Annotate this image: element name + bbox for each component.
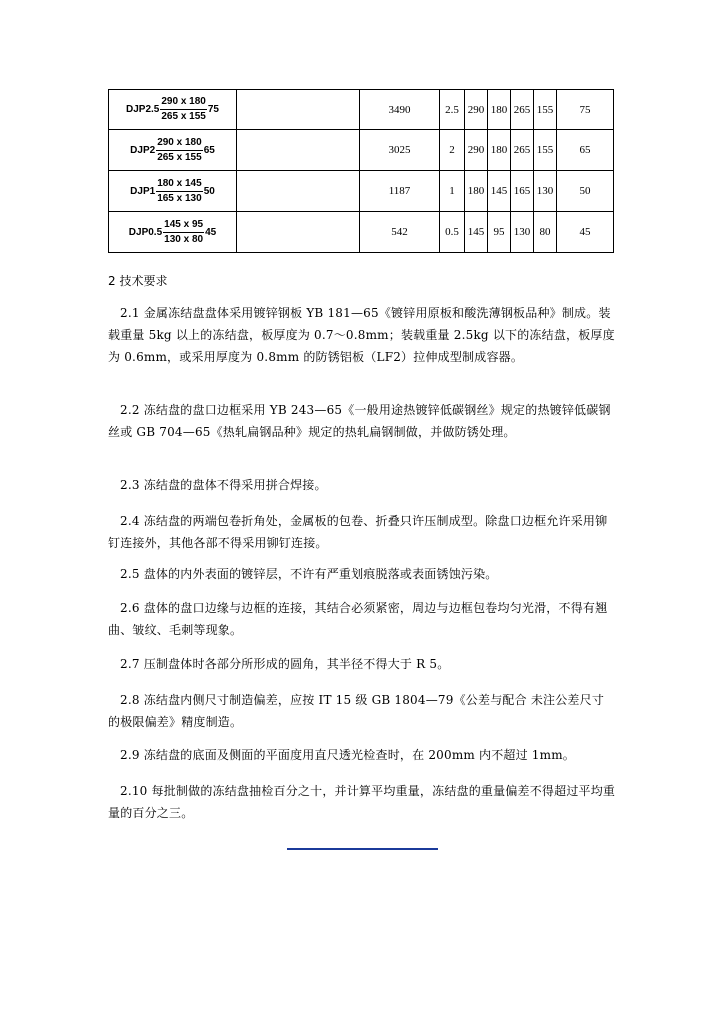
model-cell: DJP2.5 $\frac{290 x 180}{265 x 155}$ 75 — [109, 90, 237, 130]
end-rule — [287, 848, 438, 850]
weight-cell: 1 — [440, 171, 465, 212]
dim-cell: 165 — [511, 171, 534, 212]
blank-cell — [237, 130, 360, 171]
section-heading: 2 技术要求 — [108, 274, 168, 288]
paragraph-2-10: 2.10 每批制做的冻结盘抽检百分之十，并计算平均重量，冻结盘的重量偏差不得超过平均重量的百分之三。 — [108, 784, 616, 820]
paragraph-2-1: 2.1 金属冻结盘盘体采用镀锌钢板 YB 181—65《镀锌用原板和酸洗薄钢板品种》制成。装载重量 5kg 以上的冻结盘，板厚度为 0.7～0.8mm；装载重量 2.5kg 以下的冻结盘，板厚度为 0.6mm，或采用厚度为 0.8mm 的防锈铝板（LF2）拉伸成型制成容器。 — [108, 306, 615, 364]
dim-cell: 155 — [534, 130, 557, 171]
paragraph-2-8: 2.8 冻结盘内侧尺寸制造偏差，应按 IT 15 级 GB 1804—79《公差与配合 未注公差尺寸的极限偏差》精度制造。 — [108, 693, 605, 729]
dim-cell: 130 — [534, 171, 557, 212]
volume-cell: 3025 — [360, 130, 440, 171]
depth-cell: 50 — [557, 171, 614, 212]
dim-cell: 290 — [465, 90, 488, 130]
blank-cell — [237, 212, 360, 253]
volume-cell: 3490 — [360, 90, 440, 130]
table-row — [109, 90, 614, 130]
dim-cell: 265 — [511, 90, 534, 130]
weight-cell: 2 — [440, 130, 465, 171]
dim-cell: 180 — [465, 171, 488, 212]
blank-cell — [237, 90, 360, 130]
paragraph-2-6: 2.6 盘体的盘口边缘与边框的连接，其结合必须紧密，周边与边框包卷均匀光滑，不得有翘曲、皱纹、毛刺等现象。 — [108, 601, 608, 637]
dim-cell: 265 — [511, 130, 534, 171]
weight-cell: 2.5 — [440, 90, 465, 130]
dim-cell: 95 — [488, 212, 511, 253]
blank-cell — [237, 171, 360, 212]
volume-cell: 1187 — [360, 171, 440, 212]
paragraph-2-7: 2.7 压制盘体时各部分所形成的圆角，其半径不得大于 R 5。 — [120, 657, 450, 671]
dim-cell: 130 — [511, 212, 534, 253]
depth-cell: 75 — [557, 90, 614, 130]
paragraph-2-2: 2.2 冻结盘的盘口边框采用 YB 243—65《一般用途热镀锌低碳钢丝》规定的热镀锌低碳钢丝或 GB 704—65《热轧扁钢品种》规定的热轧扁钢制做，并做防锈处理。 — [108, 403, 611, 439]
volume-cell: 542 — [360, 212, 440, 253]
model-cell: DJP1 $\frac{180 x 145}{165 x 130}$ 50 — [109, 171, 237, 212]
dim-cell: 290 — [465, 130, 488, 171]
table-row — [109, 171, 614, 212]
table-row — [109, 130, 614, 171]
dim-cell: 180 — [488, 130, 511, 171]
paragraph-2-5: 2.5 盘体的内外表面的镀锌层，不许有严重划痕脱落或表面锈蚀污染。 — [120, 567, 498, 581]
dim-cell: 180 — [488, 90, 511, 130]
dim-cell: 145 — [488, 171, 511, 212]
dim-cell: 80 — [534, 212, 557, 253]
paragraph-2-3: 2.3 冻结盘的盘体不得采用拼合焊接。 — [120, 478, 327, 492]
dim-cell: 155 — [534, 90, 557, 130]
paragraph-2-9: 2.9 冻结盘的底面及侧面的平面度用直尺透光检查时，在 200mm 内不超过 1mm。 — [120, 748, 575, 762]
model-cell: DJP2 $\frac{290 x 180}{265 x 155}$ 65 — [109, 130, 237, 171]
spec-table — [108, 89, 614, 253]
depth-cell: 65 — [557, 130, 614, 171]
dim-cell: 145 — [465, 212, 488, 253]
weight-cell: 0.5 — [440, 212, 465, 253]
depth-cell: 45 — [557, 212, 614, 253]
table-row — [109, 212, 614, 253]
paragraph-2-4: 2.4 冻结盘的两端包卷折角处，金属板的包卷、折叠只许压制成型。除盘口边框允许采用铆钉连接外，其他各部不得采用铆钉连接。 — [108, 514, 608, 550]
model-cell: DJP0.5 $\frac{145 x 95}{130 x 80}$ 45 — [109, 212, 237, 253]
